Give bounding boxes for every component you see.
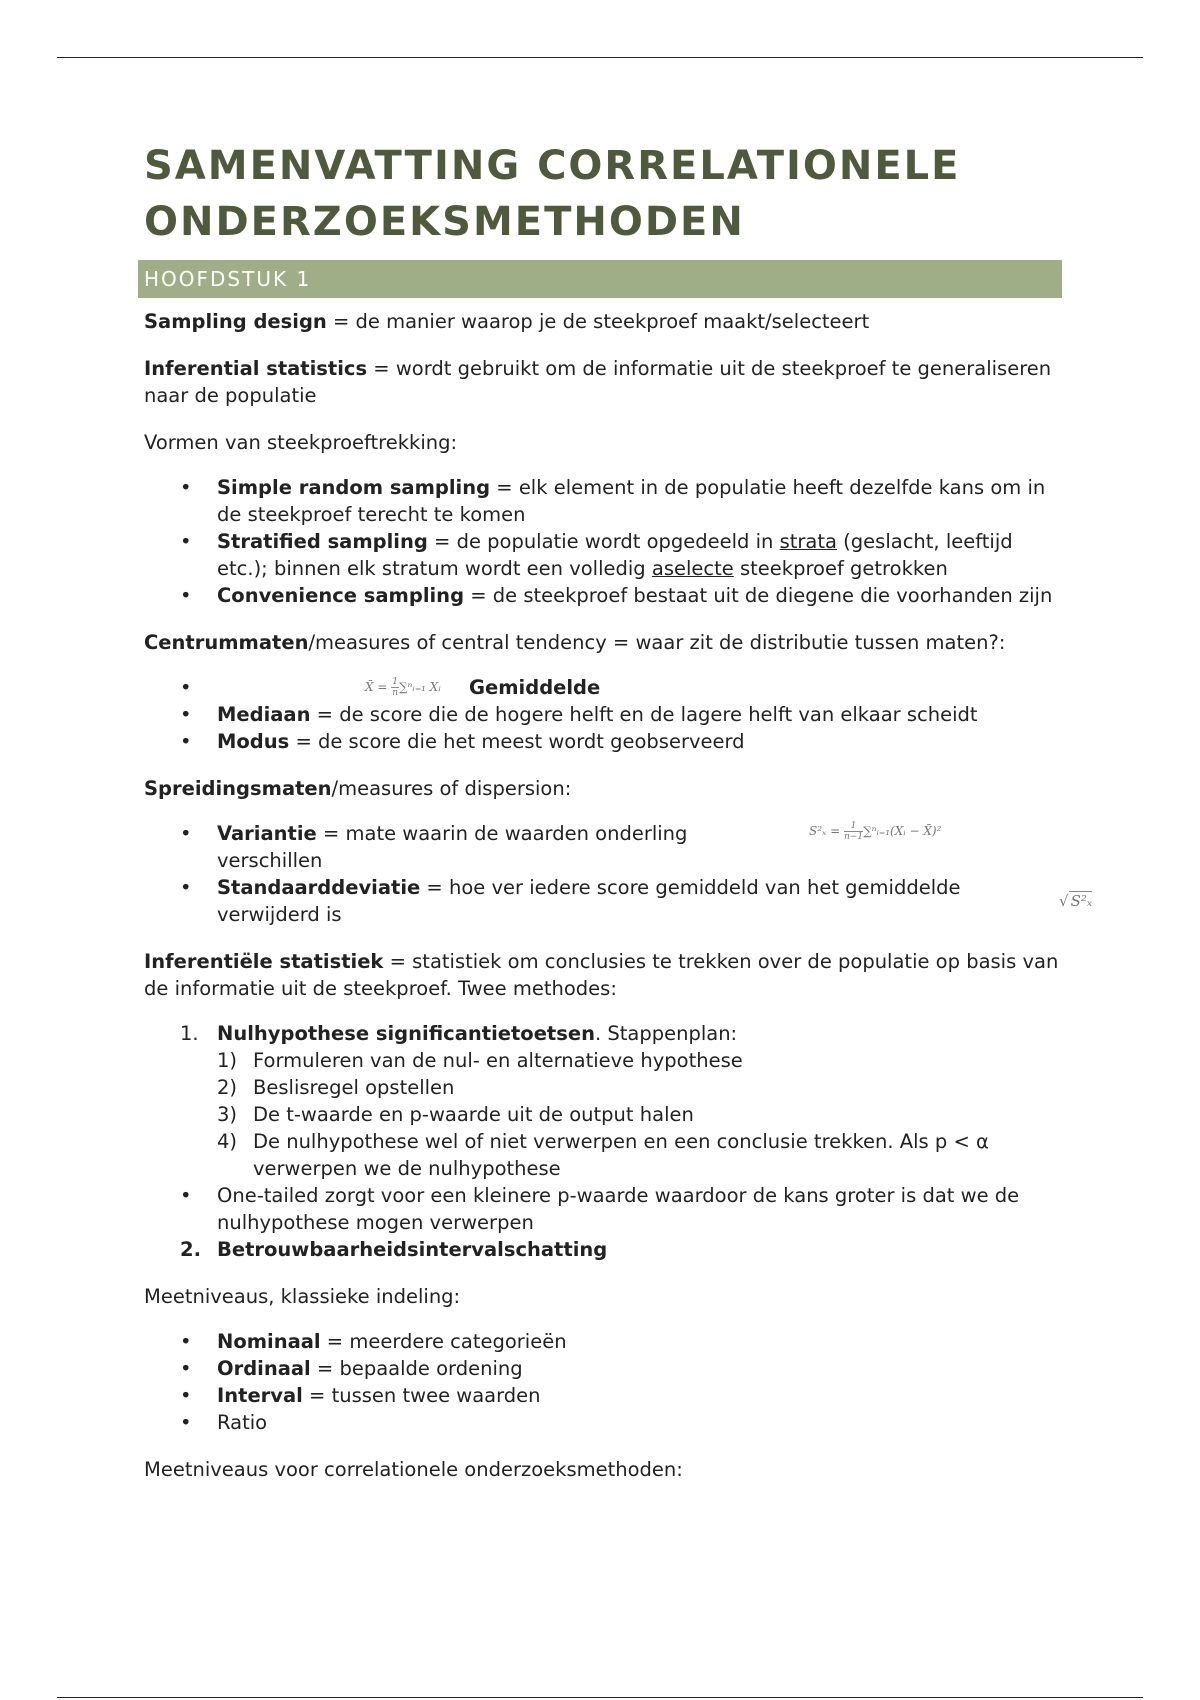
bullet: •	[180, 876, 192, 899]
paragraph-inferential-statistics: Inferential statistics = wordt gebruikt om de informatie uit de steekproef te generaliseren naar de populatie	[144, 357, 1052, 407]
list-item: • Nominaal = meerdere categorieën	[180, 1330, 567, 1353]
paragraph-sampling-design: Sampling design = de manier waarop je de steekproef maakt/selecteert	[144, 310, 870, 333]
document-body	[144, 138, 1093, 1483]
measurement-levels-list	[144, 1328, 1064, 1436]
list-item: • Convenience sampling = de steekproef bestaat uit de diegene die voorhanden zijn	[180, 584, 1053, 607]
bullet: •	[180, 1330, 192, 1353]
bullet: •	[180, 476, 192, 499]
central-tendency-list	[144, 674, 1064, 755]
bullet: •	[180, 730, 192, 753]
paragraph-dispersion: Spreidingsmaten/measures of dispersion:	[144, 777, 572, 800]
bullet: •	[180, 676, 192, 699]
methods-list	[144, 1020, 1064, 1263]
list-item: • Simple random sampling = elk element in de populatie heeft dezelfde kans om in de steekproef terecht te komen	[180, 476, 1046, 526]
list-item-mean: • X̄ = $\frac{1}{n}$ ∑ⁿᵢ₌₁ Xᵢ Gemiddelde	[180, 676, 601, 699]
list-item-variance: • Variantie = mate waarin de waarden onderling verschillen S²ₓ = $\frac{1}{n-1}$ ∑ⁿᵢ₌₁(Xᵢ − X̄)²	[144, 820, 1064, 874]
paragraph-inferentiele-statistiek: Inferentiële statistiek = statistiek om conclusies te trekken over de populatie op basis van de informatie uit de steekproef. Twee methodes:	[144, 950, 1059, 1000]
list-item-method-2: 2. Betrouwbaarheidsintervalschatting	[180, 1238, 608, 1261]
step-item: 3) De t-waarde en p-waarde uit de output halen	[217, 1103, 694, 1126]
page-title: SAMENVATTING CORRELATIONELE ONDERZOEKSMETHODEN	[144, 143, 961, 245]
list-item: • Ordinaal = bepaalde ordening	[180, 1357, 523, 1380]
bullet: •	[180, 1384, 192, 1407]
paragraph-levels-correlational: Meetniveaus voor correlationele onderzoeksmethoden:	[144, 1458, 683, 1481]
step-item: 2) Beslisregel opstellen	[217, 1076, 455, 1099]
step-item: 4) De nulhypothese wel of niet verwerpen en een conclusie trekken. Als p < α verwerpen we de nulhypothese	[217, 1130, 989, 1180]
mean-formula: X̄ = $\frac{1}{n}$ ∑ⁿᵢ₌₁ Xᵢ	[365, 677, 441, 698]
bullet: •	[180, 584, 192, 607]
step-item: 1) Formuleren van de nul- en alternatieve hypothese	[217, 1049, 743, 1072]
bottom-rule	[57, 1697, 1143, 1698]
list-item: • Modus = de score die het meest wordt geobserveerd	[180, 730, 745, 753]
sampling-forms-list	[144, 474, 1064, 609]
bullet: •	[180, 703, 192, 726]
paragraph-central-tendency: Centrummaten/measures of central tendency = waar zit de distributie tussen maten?:	[144, 631, 1006, 654]
list-item: • Ratio	[180, 1411, 268, 1434]
paragraph-levels-intro: Meetniveaus, klassieke indeling:	[144, 1285, 461, 1308]
bullet: •	[180, 1184, 192, 1207]
list-item: • Interval = tussen twee waarden	[180, 1384, 541, 1407]
list-item-method-1: 1. Nulhypothese significantietoetsen. Stappenplan:	[180, 1022, 738, 1045]
variance-formula: S²ₓ = $\frac{1}{n-1}$ ∑ⁿᵢ₌₁(Xᵢ − X̄)²	[809, 821, 942, 842]
bullet: •	[180, 1411, 192, 1434]
std-dev-formula: √ S²ₓ	[1059, 892, 1093, 910]
bullet: •	[180, 1357, 192, 1380]
bullet: •	[180, 822, 192, 845]
paragraph-forms-intro: Vormen van steekproeftrekking:	[144, 431, 458, 454]
top-rule	[57, 57, 1143, 58]
list-item: • Stratified sampling = de populatie wordt opgedeeld in strata (geslacht, leeftijd etc.); binnen elk stratum wordt een volledig aselecte steekproef getrokken	[180, 530, 1013, 580]
list-item-note: • One-tailed zorgt voor een kleinere p-waarde waardoor de kans groter is dat we de nulhypothese mogen verwerpen	[180, 1184, 1020, 1234]
dispersion-list	[144, 820, 1093, 928]
chapter-heading: HOOFDSTUK 1	[138, 260, 1062, 298]
bullet: •	[180, 530, 192, 553]
list-item: • Mediaan = de score die de hogere helft en de lagere helft van elkaar scheidt	[180, 703, 978, 726]
list-item-std-dev: • Standaarddeviatie = hoe ver iedere score gemiddeld van het gemiddelde verwijderd is √ S²ₓ	[180, 876, 1093, 926]
